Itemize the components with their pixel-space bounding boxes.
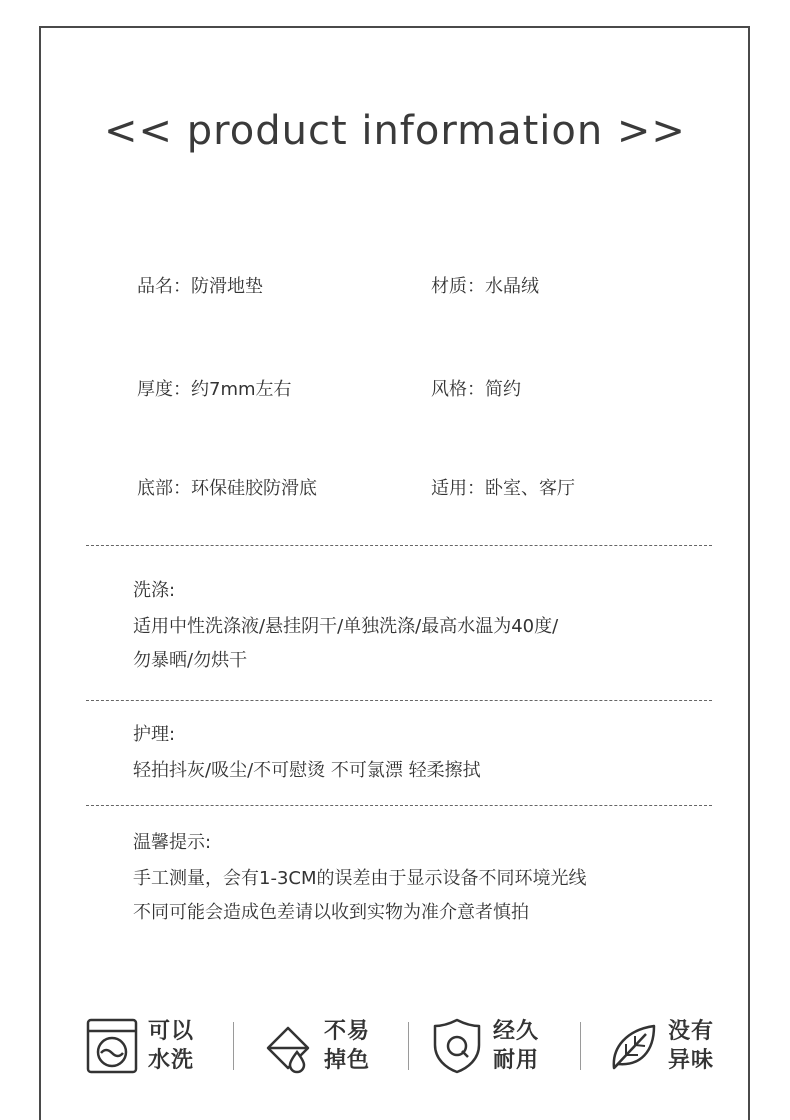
care-heading: 护理:: [133, 724, 176, 745]
feature-label-line: 水洗: [148, 1048, 195, 1073]
tips-section: [133, 826, 587, 930]
tips-line: 不同可能会造成色差请以收到实物为准介意者慎拍: [133, 902, 529, 923]
feature-label-line: 耐用: [493, 1048, 540, 1073]
washing-section: [133, 574, 558, 678]
feature-label: [324, 1017, 370, 1075]
washing-line: 适用中性洗涤液/悬挂阴干/单独洗涤/最高水温为40度/: [133, 616, 559, 637]
spec-label: 材质：: [431, 276, 485, 297]
feature-odorless: [608, 1014, 714, 1078]
feature-separator: [580, 1022, 581, 1070]
spec-label: 品名：: [137, 276, 191, 297]
shield-icon: [431, 1017, 483, 1075]
dashed-divider: [86, 545, 712, 546]
spec-label: 厚度：: [137, 379, 191, 400]
washing-heading: 洗涤:: [133, 580, 176, 601]
feature-label: [668, 1017, 714, 1075]
care-line: 轻拍抖灰/吸尘/不可慰烫 不可氯漂 轻柔擦拭: [133, 760, 481, 781]
tips-heading: 温馨提示:: [133, 832, 212, 853]
feature-label-line: 掉色: [324, 1048, 371, 1073]
feature-label-line: 经久: [493, 1019, 540, 1044]
feature-separator: [233, 1022, 234, 1070]
spec-value: 环保硅胶防滑底: [191, 478, 317, 499]
feature-label: [493, 1017, 539, 1075]
feature-row: [86, 1014, 716, 1078]
color-drop-icon: [264, 1018, 314, 1074]
dashed-divider: [86, 805, 712, 806]
dashed-divider: [86, 700, 712, 701]
spec-value: 防滑地垫: [191, 276, 263, 297]
spec-value: 卧室、客厅: [485, 478, 575, 499]
feature-washable: [86, 1014, 194, 1078]
spec-material: [431, 272, 539, 298]
spec-value: 水晶绒: [485, 276, 539, 297]
spec-bottom: [137, 474, 317, 500]
spec-value: 简约: [485, 379, 521, 400]
spec-usage: [431, 474, 575, 500]
feature-separator: [408, 1022, 409, 1070]
spec-value: 约7mm左右: [191, 379, 292, 400]
spec-thickness: [137, 375, 292, 401]
feature-label-line: 可以: [148, 1019, 195, 1044]
washing-line: 勿暴晒/勿烘干: [133, 650, 248, 671]
feature-durable: [431, 1014, 539, 1078]
feature-label: [148, 1017, 194, 1075]
product-info-card: [39, 26, 750, 1120]
washing-machine-icon: [86, 1017, 138, 1075]
spec-label: 风格：: [431, 379, 485, 400]
feature-colorfast: [264, 1014, 370, 1078]
feature-label-line: 异味: [668, 1048, 715, 1073]
spec-name: [137, 272, 263, 298]
tips-line: 手工测量，会有1-3CM的误差由于显示设备不同环境光线: [133, 868, 587, 889]
feature-label-line: 不易: [324, 1019, 371, 1044]
feature-label-line: 没有: [668, 1019, 715, 1044]
care-section: [133, 718, 481, 788]
leaf-icon: [608, 1018, 658, 1074]
spec-label: 底部：: [137, 478, 191, 499]
page-title: << product information >>: [104, 108, 686, 154]
spec-style: [431, 375, 521, 401]
spec-label: 适用：: [431, 478, 485, 499]
